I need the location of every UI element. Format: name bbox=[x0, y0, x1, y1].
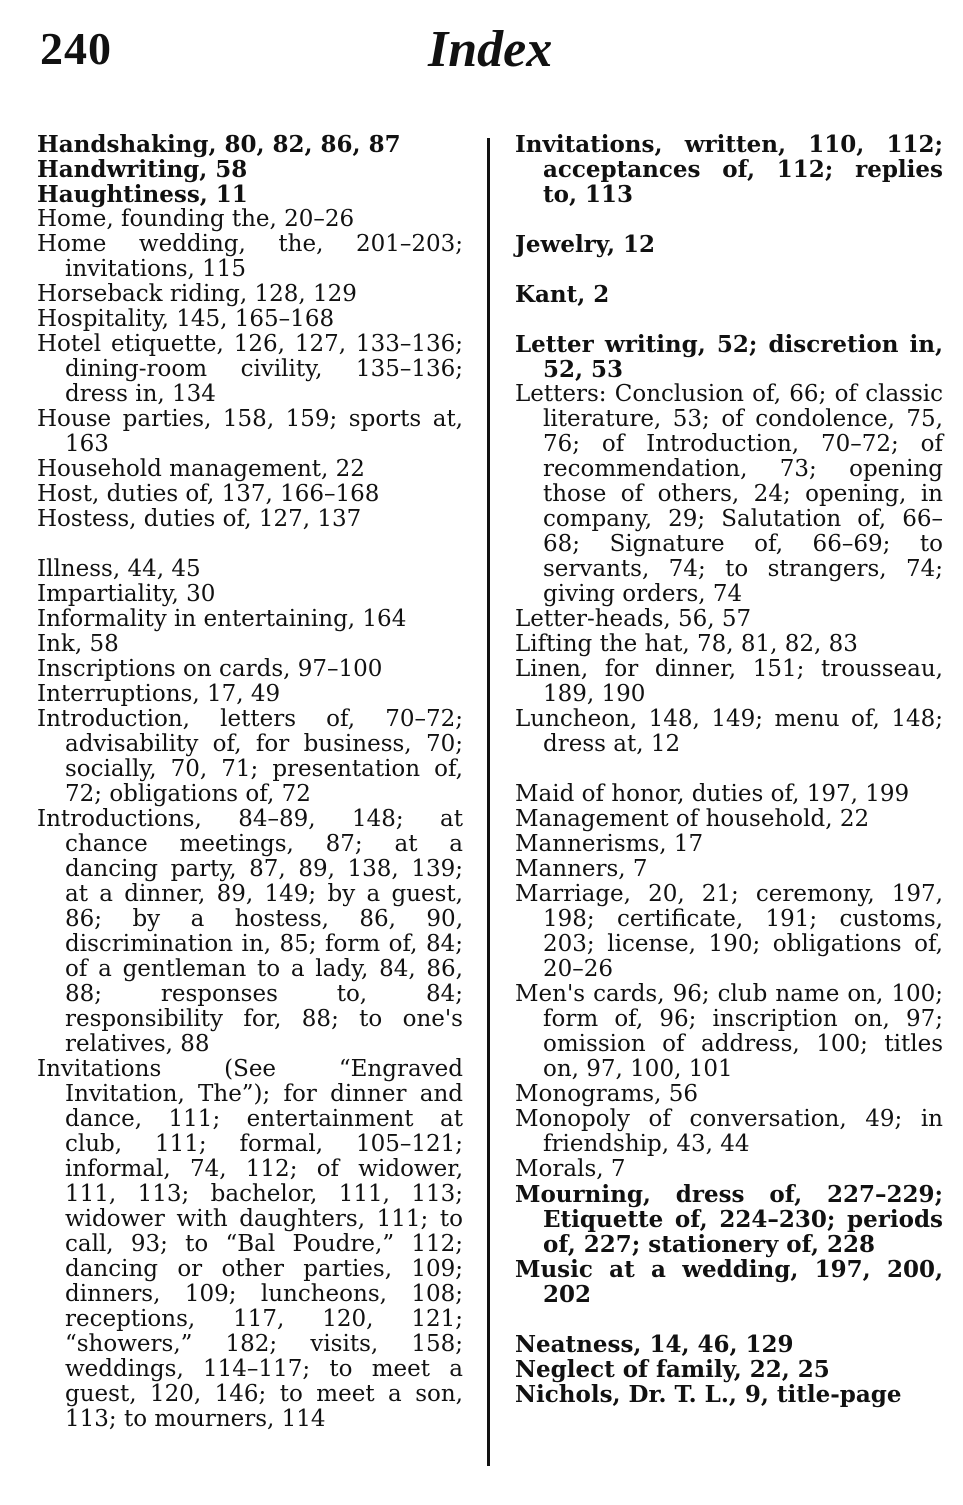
index-entry: Inscriptions on cards, 97–100 bbox=[37, 656, 383, 682]
index-entry: Informality in entertaining, 164 bbox=[37, 606, 407, 632]
index-entry: Neglect of family, 22, 25 bbox=[515, 1356, 830, 1383]
index-entry: Mourning, dress of, 227–229; Etiquette of, 224–230; periods of, 227; stationery of, 228 bbox=[515, 1181, 943, 1258]
index-entry: Horseback riding, 128, 129 bbox=[37, 281, 357, 307]
index-entry: Invitations (See “Engraved Invitation, The”); for dinner and dance, 111; entertainment at club, 111; formal, 105–121; informal, 74, 112; of widower, 111, 113; bachelor, 111, 113; widower with daughters, 111; to call, 93; to “Bal Poudre,” 112; dancing or other parties, 109; dinners, 109; luncheons, 108; receptions, 117, 120, 121; “showers,” 182; visits, 158; weddings, 114–117; to meet a guest, 120, 146; to meet a son, 113; to mourners, 114 bbox=[37, 1056, 463, 1432]
index-entry: Nichols, Dr. T. L., 9, title-page bbox=[515, 1381, 902, 1408]
index-entry: Hospitality, 145, 165–168 bbox=[37, 306, 335, 332]
index-column-left bbox=[37, 132, 463, 1432]
index-entry: Jewelry, 12 bbox=[515, 231, 655, 258]
index-entry: Manners, 7 bbox=[515, 856, 648, 882]
index-entry: Host, duties of, 137, 166–168 bbox=[37, 481, 380, 507]
index-entry: Introduction, letters of, 70–72; advisability of, for business, 70; socially, 70, 71; presentation of, 72; obligations of, 72 bbox=[37, 706, 463, 807]
index-entry: Mannerisms, 17 bbox=[515, 831, 704, 857]
index-entry: Morals, 7 bbox=[515, 1156, 626, 1182]
index-entry: Ink, 58 bbox=[37, 631, 119, 657]
index-entry: Haughtiness, 11 bbox=[37, 181, 248, 208]
index-entry: House parties, 158, 159; sports at, 163 bbox=[37, 406, 463, 457]
index-entry: Hotel etiquette, 126, 127, 133–136; dining-room civility, 135–136; dress in, 134 bbox=[37, 331, 463, 407]
index-entry: Management of household, 22 bbox=[515, 806, 870, 832]
index-entry: Hostess, duties of, 127, 137 bbox=[37, 506, 362, 532]
index-entry: Neatness, 14, 46, 129 bbox=[515, 1331, 794, 1358]
index-entry: Impartiality, 30 bbox=[37, 581, 216, 607]
index-entry: Illness, 44, 45 bbox=[37, 556, 201, 582]
index-entry: Home, founding the, 20–26 bbox=[37, 206, 355, 232]
index-entry: Music at a wedding, 197, 200, 202 bbox=[515, 1256, 943, 1308]
index-entry: Men's cards, 96; club name on, 100; form of, 96; inscription on, 97; omission of address, 100; titles on, 97, 100, 101 bbox=[515, 981, 943, 1082]
index-entry: Marriage, 20, 21; ceremony, 197, 198; certificate, 191; customs, 203; license, 190; obligations of, 20–26 bbox=[515, 881, 943, 982]
index-entry: Kant, 2 bbox=[515, 281, 610, 308]
index-entry: Interruptions, 17, 49 bbox=[37, 681, 281, 707]
index-column-right bbox=[515, 132, 943, 1407]
index-entry: Handshaking, 80, 82, 86, 87 bbox=[37, 131, 401, 158]
page-title: Index bbox=[428, 21, 553, 78]
index-entry: Luncheon, 148, 149; menu of, 148; dress at, 12 bbox=[515, 706, 943, 757]
index-entry: Linen, for dinner, 151; trousseau, 189, 190 bbox=[515, 656, 943, 707]
page-number: 240 bbox=[40, 23, 112, 74]
index-entry: Letter-heads, 56, 57 bbox=[515, 606, 752, 632]
column-divider bbox=[487, 138, 490, 1466]
index-entry: Maid of honor, duties of, 197, 199 bbox=[515, 781, 910, 807]
index-entry: Lifting the hat, 78, 81, 82, 83 bbox=[515, 631, 858, 657]
index-entry: Invitations, written, 110, 112; acceptances of, 112; replies to, 113 bbox=[515, 131, 943, 208]
index-entry: Letters: Conclusion of, 66; of classic literature, 53; of condolence, 75, 76; of Introduction, 70–72; of recommendation, 73; opening those of others, 24; opening, in company, 29; Salutation of, 66–68; Signature of, 66–69; to servants, 74; to strangers, 74; giving orders, 74 bbox=[515, 381, 943, 607]
index-entry: Handwriting, 58 bbox=[37, 156, 248, 183]
index-entry: Home wedding, the, 201–203; invitations, 115 bbox=[37, 231, 463, 282]
index-entry: Letter writing, 52; discretion in, 52, 53 bbox=[515, 331, 943, 383]
index-entry: Introductions, 84–89, 148; at chance meetings, 87; at a dancing party, 87, 89, 138, 139; at a dinner, 89, 149; by a guest, 86; by a hostess, 86, 90, discrimination in, 85; form of, 84; of a gentleman to a lady, 84, 86, 88; responses to, 84; responsibility for, 88; to one's relatives, 88 bbox=[37, 806, 463, 1057]
index-entry: Household management, 22 bbox=[37, 456, 365, 482]
index-entry: Monograms, 56 bbox=[515, 1081, 698, 1107]
index-entry: Monopoly of conversation, 49; in friendship, 43, 44 bbox=[515, 1106, 943, 1157]
